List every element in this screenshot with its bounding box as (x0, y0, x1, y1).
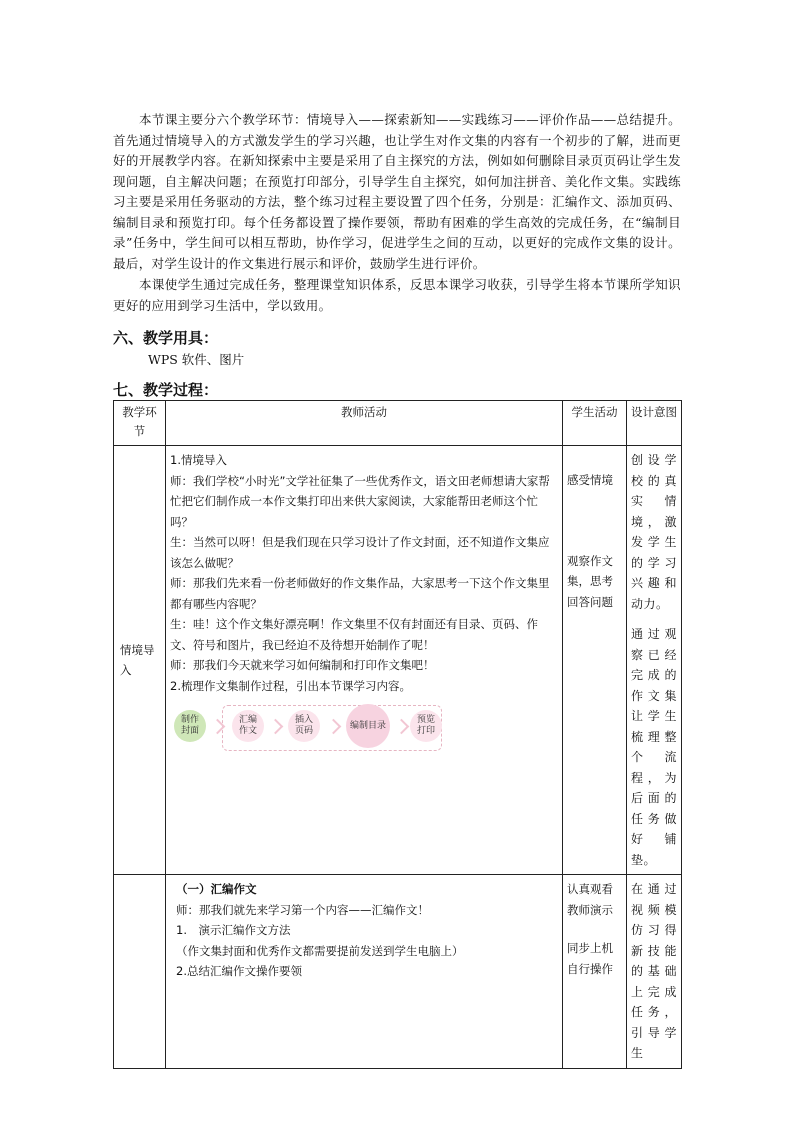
stage-cell: 情境导入 (114, 446, 166, 875)
header-design: 设计意图 (627, 401, 682, 446)
student-line: 认真观看教师演示 (567, 882, 613, 917)
teacher-line: 师：我们学校“小时光”文学社征集了一些优秀作文，语文田老师想请大家帮忙把它们制作成一本作文集打印出来供大家阅读，大家能帮田老师这个忙吗？ (170, 473, 550, 529)
table-row (114, 446, 682, 875)
header-student: 学生活动 (563, 401, 627, 446)
flow-step-page-number: 插入 页码 (288, 710, 320, 742)
flow-step-compile: 汇编 作文 (232, 710, 264, 742)
teacher-line: （一）汇编作文 (176, 882, 257, 896)
design-line: 创设学校的真实情境，激发学生的学习兴趣和动力。 (631, 453, 677, 611)
student-line: 同步上机自行操作 (567, 941, 613, 976)
header-teacher: 教师活动 (166, 401, 563, 446)
intro-paragraph-1: 本节课主要分六个教学环节：情境导入——探索新知——实践练习——评价作品——总结提升。首先通过情境导入的方式激发学生的学习兴趣，也让学生对作文集的内容有一个初步的了解，进而更好的开展教学内容。在新知探索中主要是采用了自主探究的方法，例如如何删除目录页页码让学生发现问题，自主解决问题；在预览打印部分，引导学生自主探究，如何加注拼音、美化作文集。实践练习主要是采用任务驱动的方法，整个练习过程主要设置了四个任务，分别是：汇编作文、添加页码、编制目录和预览打印。每个任务都设置了操作要领，帮助有困难的学生高效的完成任务，在“编制目录”任务中，学生间可以相互帮助，协作学习，促进学生之间的互动，以更好的完成作文集的设计。最后，对学生设计的作文集进行展示和评价，鼓励学生进行评价。 (113, 112, 681, 271)
flow-step-print: 预览 打印 (410, 710, 442, 742)
teacher-line: 师：那我们先来看一份老师做好的作文集作品，大家思考一下这个作文集里都有哪些内容呢？ (170, 576, 550, 611)
student-activity-cell (563, 446, 627, 875)
process-flow-diagram (170, 704, 558, 768)
stage-cell (114, 875, 166, 1069)
section-6-title: 六、教学用具： (113, 329, 219, 347)
teaching-process-table (113, 400, 682, 1069)
teacher-activity-cell (166, 446, 563, 875)
table-header-row (114, 401, 682, 446)
teacher-line: 2.梳理作文集制作过程，引出本节课学习内容。 (170, 678, 411, 693)
section-6-content: WPS 软件、图片 (148, 352, 245, 367)
teacher-line: （作文集封面和优秀作文都需要提前发送到学生电脑上） (176, 943, 464, 958)
teacher-line: 师：那我们就先来学习第一个内容——汇编作文！ (176, 902, 429, 917)
teacher-line: 生：当然可以呀！但是我们现在只学习设计了作文封面，还不知道作文集应该怎么做呢？ (170, 535, 550, 570)
student-line: 感受情境 (567, 473, 613, 487)
flow-step-cover: 制作 封面 (174, 710, 206, 742)
section-7-title: 七、教学过程： (113, 381, 219, 399)
flow-step-toc: 编制目录 (346, 704, 390, 748)
header-stage: 教学环节 (114, 401, 166, 446)
student-activity-cell (563, 875, 627, 1069)
design-intent-cell (627, 446, 682, 875)
design-intent-cell: 在通过视频模仿习得新技能的基础上完成任务，引导学生 (627, 875, 682, 1069)
teacher-line: 2.总结汇编作文操作要领 (176, 964, 302, 978)
intro-paragraph-2: 本课使学生通过完成任务，整理课堂知识体系，反思本课学习收获，引导学生将本节课所学知识更好的应用到学习生活中，学以致用。 (113, 277, 681, 313)
teacher-line: 生：哇！这个作文集好漂亮啊！作文集里不仅有封面还有目录、页码、作文、符号和图片，我已经迫不及待想开始制作了呢！ (170, 617, 538, 652)
teacher-line: 1. 演示汇编作文方法 (176, 923, 291, 937)
teacher-line: 师：那我们今天就来学习如何编制和打印作文集吧！ (170, 658, 435, 672)
teacher-activity-cell (166, 875, 563, 1069)
teacher-line: 1.情境导入 (170, 453, 227, 467)
table-row (114, 875, 682, 1069)
design-line: 通过观察已经完成的作文集让学生梳理整个流程，为后面的任务做好铺垫。 (631, 627, 677, 867)
student-line: 观察作文集，思考回答问题 (567, 553, 613, 609)
